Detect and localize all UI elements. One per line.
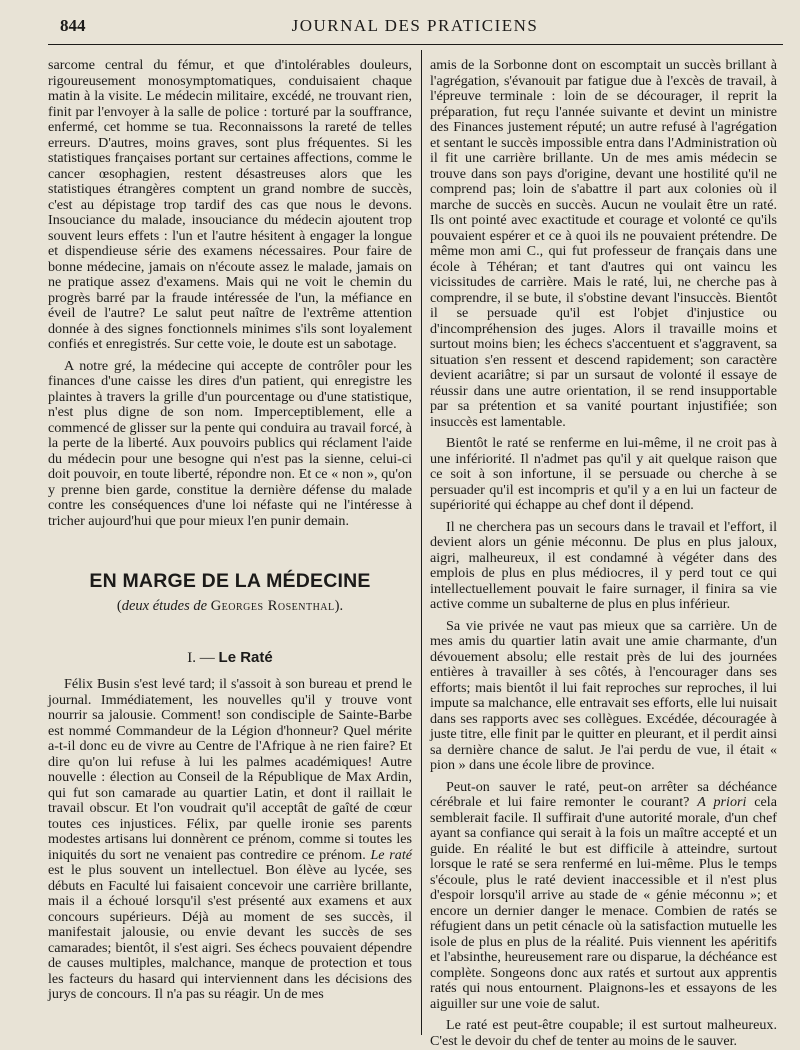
left-column bbox=[48, 58, 412, 1003]
paragraph-text: cela semblerait facile. Il suffirait d'une autorité morale, d'un chef ayant sa confiance qui serait à la fois un maître accepté et un guide. En réalité le but est difficile à atteindre, surtout lorsque le raté se sera renfermé en lui-même. Plus le temps s'écoule, plus le raté devient inaccessible et il n'est plus d'espoir lorsqu'il arrive au stade de « génie méconnu »; et encore un dernier danger le menace. Combien de ratés se réfugient dans un petit cénacle où la satisfaction mutuelle les isole de plus en plus de la réalité. Puis viennent les apéritifs et l'absinthe, heureusement rare ou disparue, la déchéance est complète. Songeons donc aux ratés et surtout aux apprentis ratés qui nous entournent. Plaignons-les et essayons de les aiguiller sur une voie de salut. bbox=[430, 794, 777, 1012]
byline-close-paren: ). bbox=[334, 598, 344, 614]
paragraph-continued: sarcome central du fémur, et que d'intolérables douleurs, rigoureusement monosymptomatiques, conduisaient chaque matin à la visite. Le médecin militaire, excédé, ne trouvant rien, finit par l'envoyer à la salle de police : torturé par la souffrance, enfermé, cet homme se tua. Reconnaissons la rareté de telles erreurs. D'autres, moins graves, sont plus fréquentes. Si les statistiques françaises portant sur certaines affections, comme le cancer œsophagien, restent désastreuses alors que les statistiques étrangères comptent un grand nombre de succès, c'est au dépistage trop tardif des cas que nous le devons. Insouciance du malade, insouciance du médecin ajoutent trop souvent leurs effets : l'un et l'autre hésitent à engager la longue et dispendieuse série des examens nécessaires. Pour faire de bonne médecine, jamais on n'écoute assez le malade, jamais on ne pratique assez d'examens. Mais qui ne voit le chemin du progrès barré par la fraude intéressée de l'un, la méfiance en éveil de l'autre? Le salut peut naître de l'extrême attention donnée à des signes fonctionnels minimes s'ils sont loyalement confiés et enregistrés. Sur cette voie, le doute est un sabotage. bbox=[48, 57, 412, 352]
byline-open-paren: ( bbox=[116, 598, 122, 614]
section-heading bbox=[48, 649, 412, 667]
paragraph-text: est le plus souvent un intellectuel. Bon élève au lycée, ses débuts en Faculté lui faisaient concevoir une carrière brillante, mais il a échoué lorsqu'il s'est présenté aux examens et aux concours supérieurs. Déjà au moment de ses succès, il manifestait jalousie, ou envie devant les succès de ses camarades; bientôt, il s'est aigri. Ses échecs pouvaient dépendre de causes multiples, malchance, manque de protection et tous les facteurs du hasard qui interviennent dans les décisions des jurys de concours. Il n'a pas su réagir. Un de mes bbox=[48, 862, 412, 1002]
page-header bbox=[50, 14, 780, 40]
paragraph: A notre gré, la médecine qui accepte de contrôler pour les finances d'une caisse les dires d'un patient, qui enregistre les plaintes à travers la grille d'un pourcentage ou d'une statistique, n'est plus digne de son nom. Imperceptiblement, elle a commencé de glisser sur la pente qui conduira au travail forcé, à la perte de la liberté. Aux pouvoirs publics qui réclament l'aide du médecin pour une besogne qui n'est pas la sienne, celui-ci doit pouvoir, en toute liberté, répondre non. Et ce « non », qu'on y prenne bien garde, constitue la dernière défense du malade contre les conséquences d'une loi néfaste qui ne l'intéresse à tricher aujourd'hui que pour mieux l'en punir demain. bbox=[48, 357, 412, 529]
paragraph-text: Félix Busin s'est levé tard; il s'assoit à son bureau et prend le journal. Immédiatement, les nouvelles qu'il y trouve vont nourrir sa jalousie. Comment! son condisciple de Sainte-Barbe est nommé Commandeur de la Légion d'honneur? Quel mérite a-t-il donc eu de vivre au Centre de l'Afrique à ne rien faire? Et dire qu'on lui refuse à lui les palmes académiques! Autre nouvelle : élection au Conseil de la République de Max Ardin, qui fut son camarade au quartier Latin, et dont il raillait le travail obscur. Et l'on voudrait qu'il acceptât de gaîté de cœur toutes ces injustices. Félix, par quelle ironie ses parents modestes artisans lui donnèrent ce prénom, comme si toutes les iniquités du sort ne venaient pas contredire ce prénom. bbox=[48, 676, 412, 863]
column-divider bbox=[421, 50, 422, 1035]
paragraph: Le raté est peut-être coupable; il est surtout malheureux. C'est le devoir du chef de tenter au moins de le sauver. bbox=[430, 1017, 777, 1049]
byline-subtitle: deux études de bbox=[121, 598, 208, 614]
article-byline bbox=[48, 597, 412, 615]
paragraph-continued: amis de la Sorbonne dont on escomptait un succès brillant à l'agrégation, s'évanouit par fatigue due à l'excès de travail, à l'épreuve terminale : loin de se décourager, il reprit la préparation, fut reçu l'année suivante et devint un ministre des Finances justement réputé; un autre refusé à l'agrégation et sentant le succès impossible entra dans l'Administration où il fit une carrière brillante. Un de mes amis médecin se trouve dans son pays d'origine, devant une hostilité qu'il ne comprend pas; loin de s'abattre il part aux colonies où il marche de succès en succès. Aucun ne voulait être un raté. Ils ont pointé avec exactitude et courage et volonté ce qu'ils pouvaient espérer et ce à quoi ils ne pouvaient prétendre. De même mon ami C., qui fut professeur de français dans une école à Téhéran; et tant d'autres qui ont vaincu les vicissitudes de carrière. Mais le raté, lui, ne cherche pas à comprendre, il se bute, il s'obstine devant l'insuccès. Bientôt il se persuade qu'il est l'objet d'injustice ou d'incompréhension des juges. Alors il travaille moins et surtout moins bien; les échecs s'accentuent et s'aggravent, sa situation s'en ressent et descend rapidement; son caractère devient acariâtre; si par un sursaut de volonté il essaye de réussir dans une autre orientation, il se rend insupportable par sa prétention et sa vanité pourtant injustifiée; son insuccès est lamentable. bbox=[430, 57, 777, 430]
right-column bbox=[430, 58, 777, 1049]
section-number: I. — bbox=[187, 650, 219, 666]
article-heading bbox=[48, 569, 412, 615]
paragraph: Sa vie privée ne vaut pas mieux que sa carrière. Un de mes amis du quartier latin avait une amie charmante, d'un dévouement absolu; elle restait près de lui des journées entières à travailler à ses côtés, à l'encourager dans ses efforts; mais bientôt il lui fait reproches sur reproches, il lui impute sa malchance, elle entravait ses efforts, elle lui nuisait dans ses rapports avec ses collègues. Excédée, découragée à juste titre, elle finit par le quitter en pleurant, et il perdit ainsi sa dernière chance de salut. Je l'ai perdu de vue, il était « pion » dans une école libre de province. bbox=[430, 617, 777, 773]
italic-term: A priori bbox=[697, 794, 747, 810]
paragraph bbox=[430, 780, 777, 1013]
page-number: 844 bbox=[60, 16, 86, 35]
paragraph-text: Peut-on sauver le raté, peut-on arrêter sa déchéance cérébrale et lui faire remonter le courant? bbox=[430, 778, 777, 810]
paragraph: Il ne cherchera pas un secours dans le travail et l'effort, il devient alors un génie méconnu. De plus en plus jaloux, aigri, malheureux, il est condamné à végéter dans des emplois de plus en plus médiocres, il y perd tout ce qui intellectuellement pouvait le faire surnager, il finira sa vie active comme un subalterne de plus en plus inférieur. bbox=[430, 518, 777, 612]
paragraph: Bientôt le raté se renferme en lui-même, il ne croit pas à une infériorité. Il n'admet pas qu'il y ait quelque raison que ce soit à son infortune, il se persuade ou cherche à se persuader qu'il est incompris et qu'il y a en lui un facteur de supériorité qui échappe au chef dont il dépend. bbox=[430, 435, 777, 513]
paragraph bbox=[48, 677, 412, 1003]
byline-author: Georges Rosenthal bbox=[210, 598, 335, 614]
italic-term: Le raté bbox=[370, 846, 413, 863]
section-title: Le Raté bbox=[218, 649, 273, 666]
article-title: EN MARGE DE LA MÉDECINE bbox=[89, 570, 371, 592]
journal-title: JOURNAL DES PRATICIENS bbox=[291, 16, 539, 35]
header-rule bbox=[48, 44, 783, 45]
